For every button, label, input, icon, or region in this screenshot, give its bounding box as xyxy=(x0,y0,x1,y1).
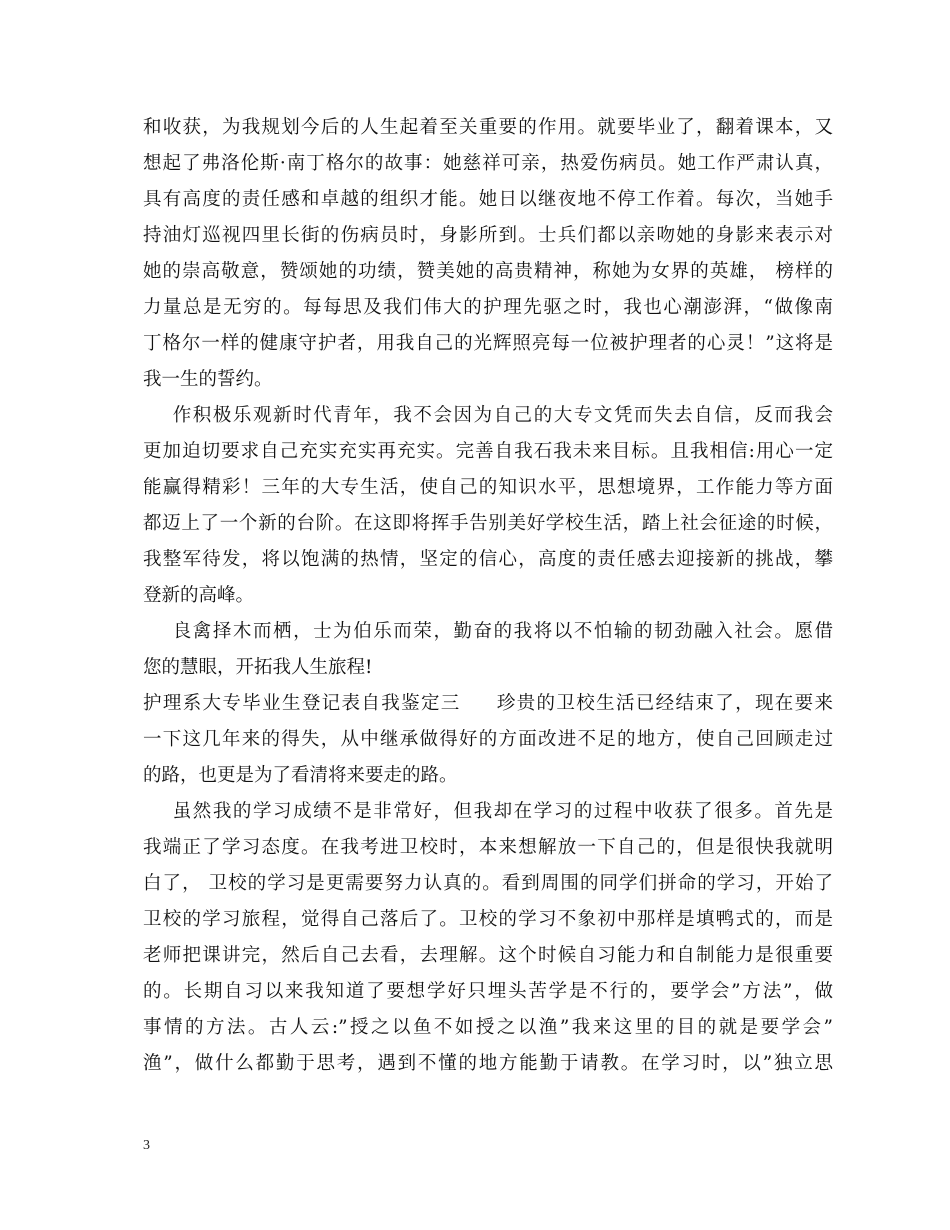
body-text-line: 的。长期自习以来我知道了要想学好只埋头苦学是不行的，要学会”方法”，做 xyxy=(143,981,833,1002)
body-text-line: 渔”，做什么都勤于思考，遇到不懂的地方能勤于请教。在学习时，以”独立思 xyxy=(143,1053,833,1074)
body-text-line: 事情的方法。古人云:”授之以鱼不如授之以渔”我来这里的目的就是要学会” xyxy=(143,1017,833,1038)
body-text-line: 力量总是无穷的。每每思及我们伟大的护理先驱之时，我也心潮澎湃，“做像南 xyxy=(143,297,833,318)
body-text-line: 作积极乐观新时代青年，我不会因为自己的大专文凭而失去自信，反而我会 xyxy=(143,405,833,426)
body-text-line: 丁格尔一样的健康守护者，用我自己的光辉照亮每一位被护理者的心灵！”这将是 xyxy=(143,333,833,354)
page-number: 3 xyxy=(143,1138,150,1153)
body-text-line: 卫校的学习旅程，觉得自己落后了。卫校的学习不象初中那样是填鸭式的，而是 xyxy=(143,909,833,930)
body-text-line: 登新的高峰。 xyxy=(143,585,255,606)
body-text-line: 一下这几年来的得失，从中继承做得好的方面改进不足的地方，使自己回顾走过 xyxy=(143,729,833,750)
body-text-line: 能赢得精彩！三年的大专生活，使自己的知识水平，思想境界，工作能力等方面 xyxy=(143,477,833,498)
body-text-line: 老师把课讲完，然后自己去看，去理解。这个时候自习能力和自制能力是很重要 xyxy=(143,945,833,966)
body-text-line: 她的崇高敬意，赞颂她的功绩，赞美她的高贵精神，称她为女界的英雄， 榜样的 xyxy=(143,261,833,282)
body-text-line: 我端正了学习态度。在我考进卫校时，本来想解放一下自己的，但是很快我就明 xyxy=(143,837,833,858)
body-text-line: 更加迫切要求自己充实充实再充实。完善自我石我未来目标。且我相信:用心一定 xyxy=(143,441,833,462)
body-text-line: 虽然我的学习成绩不是非常好，但我却在学习的过程中收获了很多。首先是 xyxy=(143,801,833,822)
body-text-line: 都迈上了一个新的台阶。在这即将挥手告别美好学校生活，踏上社会征途的时候， xyxy=(143,513,833,534)
body-text-line: 良禽择木而栖，士为伯乐而荣，勤奋的我将以不怕输的韧劲融入社会。愿借 xyxy=(143,621,833,642)
body-text-line: 我一生的誓约。 xyxy=(143,369,273,390)
body-text-line: 和收获，为我规划今后的人生起着至关重要的作用。就要毕业了，翻着课本，又 xyxy=(143,117,833,138)
body-text-line: 持油灯巡视四里长街的伤病员时，身影所到。士兵们都以亲吻她的身影来表示对 xyxy=(143,225,833,246)
body-text-line: 您的慧眼，开拓我人生旅程! xyxy=(143,657,373,678)
body-text-line: 想起了弗洛伦斯·南丁格尔的故事：她慈祥可亲，热爱伤病员。她工作严肃认真， xyxy=(143,153,833,174)
body-text-line: 具有高度的责任感和卓越的组织才能。她日以继夜地不停工作着。每次，当她手 xyxy=(143,189,833,210)
body-text-line: 的路，也更是为了看清将来要走的路。 xyxy=(143,765,458,786)
section-heading-line: 护理系大专毕业生登记表自我鉴定三 珍贵的卫校生活已经结束了，现在要来 xyxy=(143,693,833,714)
body-text-line: 白了， 卫校的学习是更需要努力认真的。看到周围的同学们拼命的学习，开始了 xyxy=(143,873,833,894)
body-text-line: 我整军待发，将以饱满的热情，坚定的信心，高度的责任感去迎接新的挑战，攀 xyxy=(143,549,833,570)
